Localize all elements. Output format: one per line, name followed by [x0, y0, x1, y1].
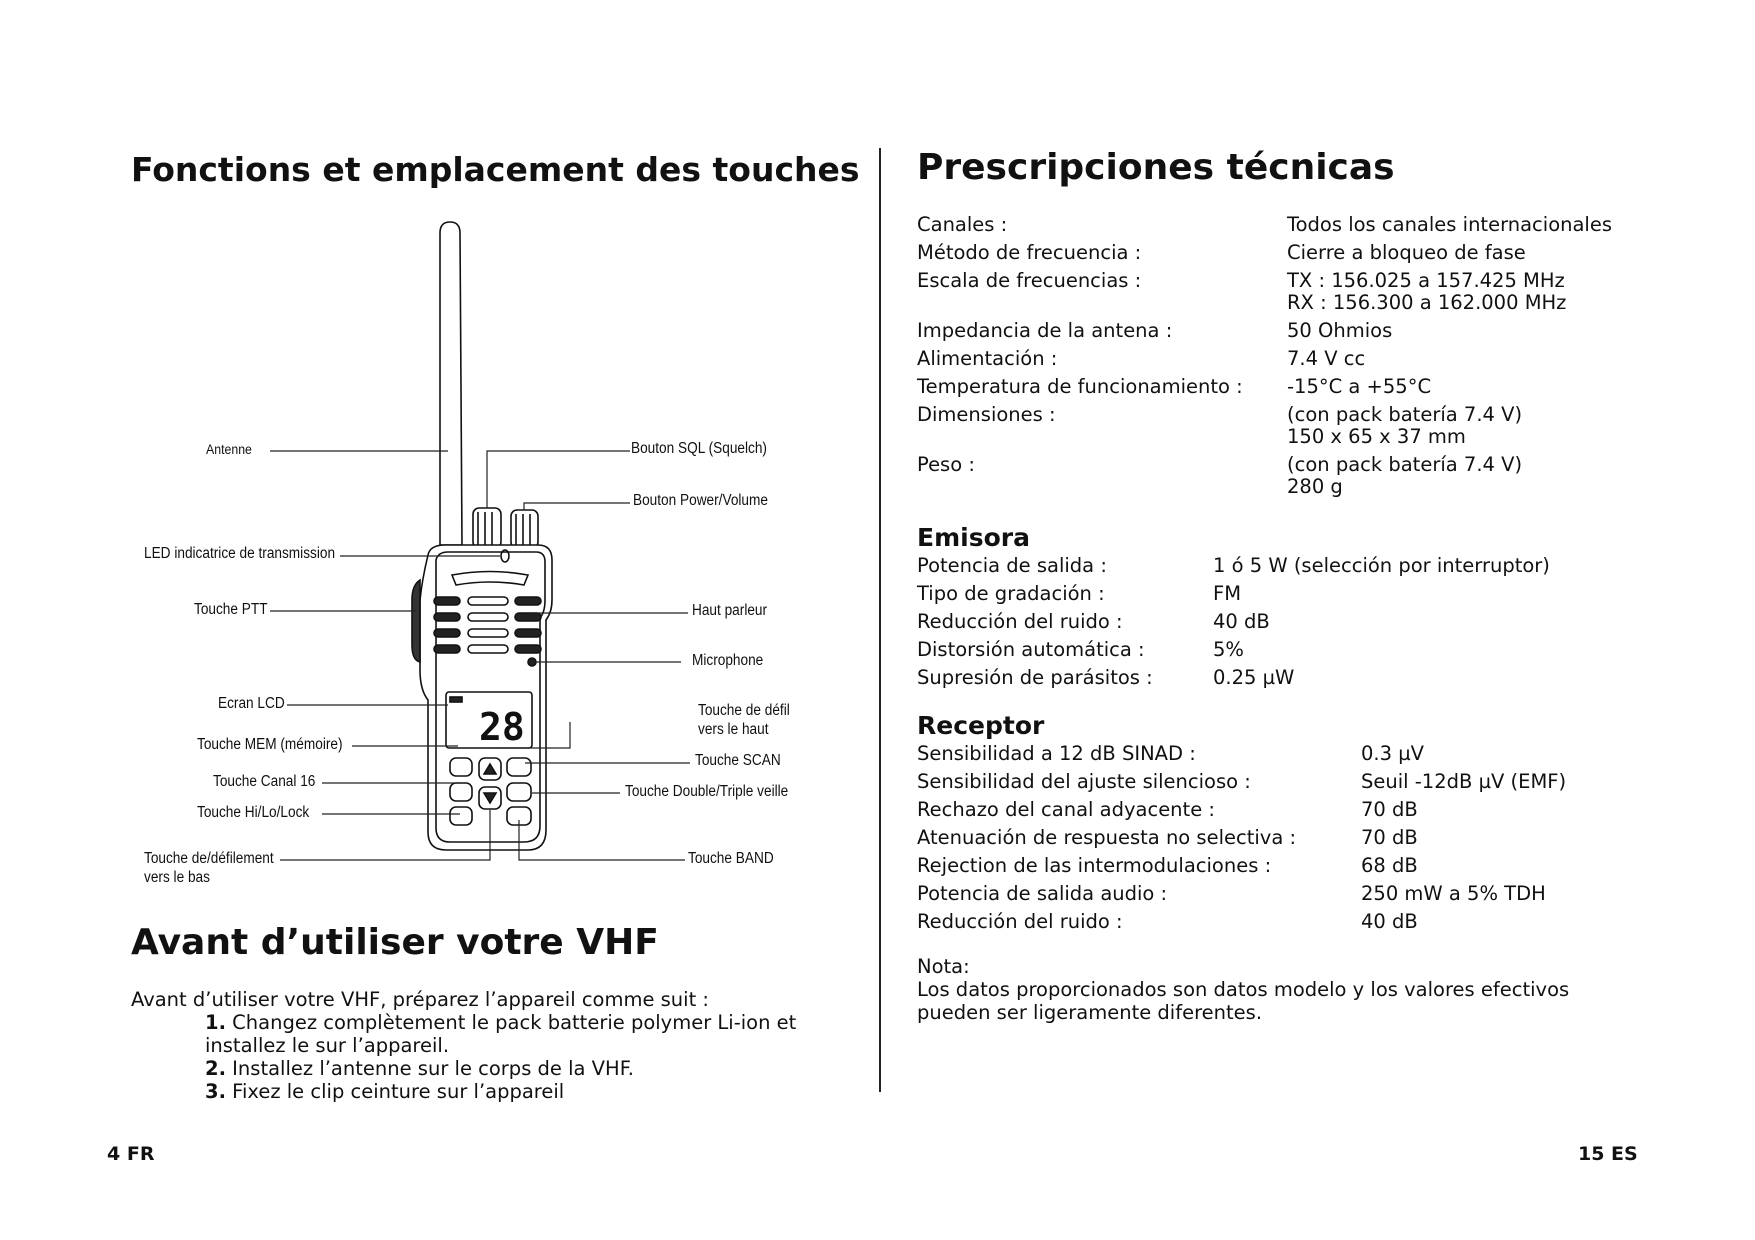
receptor-heading: Receptor [917, 711, 1045, 740]
step-number: 1. [205, 1011, 226, 1034]
spec-row [917, 740, 1717, 768]
spec-label: Alimentación : [917, 347, 1058, 370]
nota-text: Los datos proporcionados son datos modelo y los valores efectivos pueden ser ligeramente diferentes. [917, 978, 1570, 1024]
spec-row [917, 880, 1717, 908]
radio-illustration [0, 0, 880, 920]
callout-antenne: Antenne [206, 441, 252, 457]
spec-row [917, 580, 1717, 608]
step-text: Fixez le clip ceinture sur l’appareil [225, 1080, 565, 1103]
spec-label: Impedancia de la antena : [917, 319, 1173, 342]
spec-label: Temperatura de funcionamiento : [917, 375, 1243, 398]
spec-value: (con pack batería 7.4 V) [1287, 403, 1523, 426]
spec-row [917, 768, 1717, 796]
spec-row [917, 401, 1717, 451]
spec-label: Rejection de las intermodulaciones : [917, 854, 1272, 877]
spec-label: Potencia de salida audio : [917, 882, 1168, 905]
callout-down-line1: Touche de/défilement [144, 850, 274, 867]
spec-row [917, 451, 1717, 501]
callout-sql: Bouton SQL (Squelch) [631, 440, 767, 457]
step-number: 3. [205, 1080, 226, 1103]
spec-label: Atenuación de respuesta no selectiva : [917, 826, 1297, 849]
spec-label: Reducción del ruido : [917, 610, 1123, 633]
spec-row [917, 664, 1717, 692]
spec-value: Cierre a bloqueo de fase [1287, 241, 1526, 264]
spec-value: 70 dB [1361, 826, 1418, 849]
callout-lcd: Ecran LCD [218, 695, 285, 712]
general-specs [917, 211, 1717, 501]
spec-value: 0.3 µV [1361, 742, 1424, 765]
spec-label: Peso : [917, 453, 975, 476]
callout-scan: Touche SCAN [695, 752, 781, 769]
spec-row [917, 636, 1717, 664]
callout-dual: Touche Double/Triple veille [625, 783, 789, 800]
callout-hilo: Touche Hi/Lo/Lock [197, 804, 310, 821]
spec-label: Método de frecuencia : [917, 241, 1142, 264]
spec-row [917, 373, 1717, 401]
right-page-title: Prescripciones técnicas [917, 147, 1395, 188]
emisora-heading: Emisora [917, 523, 1030, 552]
callout-power: Bouton Power/Volume [633, 492, 768, 509]
step-2 [205, 1057, 825, 1080]
spec-value: 1 ó 5 W (selección por interruptor) [1213, 554, 1550, 577]
spec-value: 40 dB [1361, 910, 1418, 933]
spec-row [917, 239, 1717, 267]
spec-value: TX : 156.025 a 157.425 MHz [1287, 269, 1565, 292]
spec-label: Sensibilidad a 12 dB SINAD : [917, 742, 1196, 765]
callout-up-line2: vers le haut [698, 721, 769, 738]
spec-value: 7.4 V cc [1287, 347, 1366, 370]
spec-label: Sensibilidad del ajuste silencioso : [917, 770, 1251, 793]
spec-row [917, 552, 1717, 580]
callout-haut-parleur: Haut parleur [692, 602, 768, 619]
spec-value: (con pack batería 7.4 V) [1287, 453, 1523, 476]
callout-ptt: Touche PTT [194, 601, 268, 618]
spec-label: Tipo de gradación : [917, 582, 1105, 605]
spec-label: Rechazo del canal adyacente : [917, 798, 1215, 821]
nota-label: Nota: [917, 955, 970, 978]
spec-row [917, 345, 1717, 373]
antenna-shape [440, 222, 462, 545]
callout-band: Touche BAND [688, 850, 774, 867]
step-number: 2. [205, 1057, 226, 1080]
spec-value: -15°C a +55°C [1287, 375, 1432, 398]
spec-label: Supresión de parásitos : [917, 666, 1153, 689]
section-title-avant: Avant d’utiliser votre VHF [131, 922, 659, 963]
power-volume-knob [511, 510, 538, 548]
spec-row [917, 852, 1717, 880]
ptt-side-button [412, 580, 420, 662]
column-divider [879, 148, 881, 1092]
spec-row [917, 608, 1717, 636]
spec-value: 40 dB [1213, 610, 1270, 633]
callout-microphone: Microphone [692, 652, 764, 669]
spec-row [917, 267, 1717, 317]
intro-text: Avant d’utiliser votre VHF, préparez l’appareil comme suit : [131, 988, 710, 1011]
spec-value: 0.25 µW [1213, 666, 1295, 689]
spec-value-line2: 280 g [1287, 475, 1343, 498]
callout-up-line1: Touche de défil [698, 702, 790, 719]
receptor-specs [917, 740, 1717, 936]
spec-value: Seuil -12dB µV (EMF) [1361, 770, 1567, 793]
footer-right-page-number: 15 ES [1578, 1143, 1638, 1165]
spec-row [917, 211, 1717, 239]
spec-label: Distorsión automática : [917, 638, 1145, 661]
callout-mem: Touche MEM (mémoire) [197, 736, 343, 753]
spec-row [917, 796, 1717, 824]
callout-canal16: Touche Canal 16 [213, 773, 316, 790]
spec-value: 50 Ohmios [1287, 319, 1393, 342]
spec-row [917, 908, 1717, 936]
spec-value: 70 dB [1361, 798, 1418, 821]
spec-label: Reducción del ruido : [917, 910, 1123, 933]
callout-led: LED indicatrice de transmission [144, 545, 336, 562]
spec-label: Dimensiones : [917, 403, 1056, 426]
step-text: Changez complètement le pack batterie polymer Li-ion et installez le sur l’appareil. [205, 1011, 797, 1057]
spec-value: Todos los canales internacionales [1287, 213, 1613, 236]
step-1 [205, 1011, 825, 1057]
step-3 [205, 1080, 825, 1103]
spec-value: FM [1213, 582, 1242, 605]
emisora-specs [917, 552, 1717, 692]
left-page-title: Fonctions et emplacement des touches [131, 150, 860, 189]
lcd-channel-digits: 28 [479, 705, 525, 749]
spec-label: Escala de frecuencias : [917, 269, 1142, 292]
spec-value-line2: RX : 156.300 a 162.000 MHz [1287, 291, 1567, 314]
spec-row [917, 824, 1717, 852]
footer-left-page-number: 4 FR [107, 1143, 155, 1165]
spec-label: Potencia de salida : [917, 554, 1107, 577]
spec-value: 5% [1213, 638, 1244, 661]
spec-value-line2: 150 x 65 x 37 mm [1287, 425, 1466, 448]
spec-row [917, 317, 1717, 345]
spec-label: Canales : [917, 213, 1008, 236]
step-text: Installez l’antenne sur le corps de la VHF. [225, 1057, 634, 1080]
spec-value: 68 dB [1361, 854, 1418, 877]
spec-value: 250 mW a 5% TDH [1361, 882, 1546, 905]
callout-down-line2: vers le bas [144, 869, 210, 886]
